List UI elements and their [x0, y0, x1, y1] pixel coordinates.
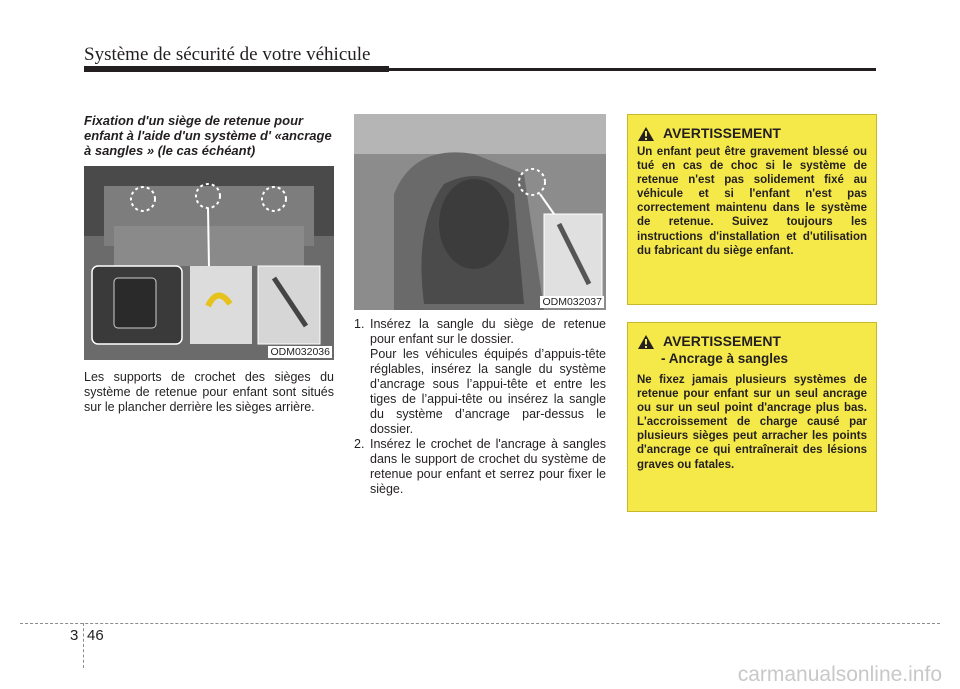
step-text: Insérez la sangle du siège de retenue pour enfant sur le dossier.	[370, 317, 606, 346]
warning-body: Un enfant peut être gravement blessé ou tué en cas de choc si le système de retenue n'est pas solidement fixé au véhicule et si l'enfant n'est pas correctement maintenu dans le système de retenue. Suivez toujours les instructions d'installation et d'utilisation du fabricant du siège enfant.	[637, 146, 867, 257]
page-header-title: Système de sécurité de votre véhicule	[84, 44, 371, 65]
footer-rule	[20, 623, 940, 624]
warning-box	[627, 322, 877, 512]
warning-title: AVERTISSEMENT	[663, 333, 781, 349]
figure-code: ODM032036	[270, 346, 330, 358]
step-number: 1.	[354, 317, 365, 331]
watermark: carmanualsonline.info	[737, 663, 942, 686]
figure-child-seat	[354, 114, 606, 310]
warning-body: Ne fixez jamais plusieurs systèmes de retenue pour enfant sur un seul ancrage ou sur un seul point d'ancrage plus bas. L'accroissement de charge causé par plusieurs sièges peut arracher les points d'ancrage ce qui entraînerait des lésions graves ou fatales.	[637, 374, 867, 471]
header-rule-accent	[84, 66, 389, 72]
left-paragraph: Les supports de crochet des sièges du système de retenue pour enfant sont situés sur le plancher derrière les sièges arrière.	[84, 370, 334, 414]
footer-divider	[83, 623, 84, 668]
warning-triangle-icon	[637, 334, 655, 350]
instruction-steps	[354, 317, 606, 497]
figure-code: ODM032037	[542, 296, 602, 308]
step-2	[354, 437, 606, 497]
child-seat-illustration	[354, 114, 606, 310]
warning-box	[627, 114, 877, 305]
page-number: 46	[87, 627, 104, 644]
figure-tether-anchors	[84, 166, 334, 360]
step-number: 2.	[354, 437, 365, 451]
cargo-area-illustration	[84, 166, 334, 360]
section-subheading: Fixation d'un siège de retenue pour enfant à l'aide d'un système d' «ancrage à sangles » (le cas échéant)	[84, 113, 332, 158]
warning-header	[637, 333, 867, 350]
warning-header	[637, 125, 867, 142]
step-1	[354, 317, 606, 347]
warning-subtitle: - Ancrage à sangles	[661, 351, 789, 366]
chapter-number: 3	[70, 627, 79, 644]
step-1-detail: Pour les véhicules équipés d’appuis-tête réglables, insérez la sangle du système d’ancrage sous l’appui-tête et entre les tiges de l’appui-tête ou insérez la sangle du système d’ancrage par-dessus le dossier.	[370, 347, 606, 436]
step-text: Insérez le crochet de l'ancrage à sangles dans le support de crochet du système de retenue pour enfant et serrez pour fixer le siège.	[370, 437, 606, 496]
warning-title: AVERTISSEMENT	[663, 125, 781, 141]
warning-triangle-icon	[637, 126, 655, 142]
